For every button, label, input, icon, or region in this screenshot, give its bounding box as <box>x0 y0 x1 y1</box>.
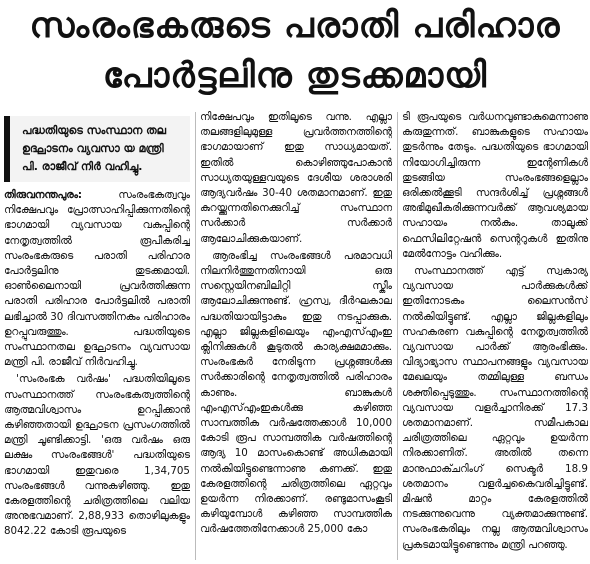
headline-line-1: സംരംഭകരുടെ പരാതി പരിഹാര <box>29 6 561 46</box>
article-paragraph: സംസ്ഥാനത്ത് എട്ട് സ്വകാര്യ വ്യവസായ പാർക്കുകൾക്ക് ഇതിനോടകം ലൈസൻസ് നൽകിയിട്ടുണ്ട്. എല്ലാ ജില്ലകളിലും സഹകരണ വകുപ്പിന്റെ നേതൃത്വത്തിൽ വ്യവസായ പാർക്ക് ആരംഭിക്കും. വിദ്യാഭ്യാസ സ്ഥാപനങ്ങളും വ്യവസായ മേഖലയും തമ്മിലുള്ള ബന്ധം ശക്തിപ്പെടുത്തും. സംസ്ഥാനത്തിന്റെ വ്യവസായ വളർച്ചാനിരക്ക് 17.3 ശതമാനമാണ്. സമീപകാല ചരിത്രത്തിലെ ഏറ്റവും ഉയർന്ന നിരക്കാണിത്. അതിൽ തന്നെ മാനുഫാക്ചറിംഗ് സെക്ടർ 18.9 ശതമാനം വളർച്ചകൈവരിച്ചിട്ടുണ്ട്. മിഷൻ മാറ്റം കേരളത്തിൽ നടക്കുന്നുവെന്നു വ്യക്തമാക്കുന്നുണ്ട്. സംരംഭകരിലും നല്ല ആത്മവിശ്വാസം പ്രകടമായിട്ടുണ്ടെന്നും മന്ത്രി പറഞ്ഞു. <box>402 265 588 551</box>
article-paragraph: ടി രൂപയുടെ വർധനവുണ്ടാകുമെന്നാണു കരുതുന്നത്. ബാങ്കുകളുടെ സഹായം തുടർന്നും തേടും. പദ്ധതിയുടെ ഭാഗമായി നിയോഗിച്ചിരുന്ന ഇന്റേണികൾ തുടങ്ങിയ സംരംഭങ്ങളെല്ലാം ഒരിക്കൽക്കൂടി സന്ദർശിച്ച് പ്രശ്നങ്ങൾ അഭിമുഖീകരിക്കുന്നവർക്ക് ആവശ്യമായ സഹായം നൽകും. താലൂക്ക് ഫെസിലിറ്റേഷൻ സെന്ററുകൾ ഇതിനു മേൽനോട്ടം വഹിക്കും. <box>402 111 588 260</box>
intro-box: പദ്ധതിയുടെ സംസ്ഥാന തല ഉദ്ഘാടനം വ്യവസാ യ മന്ത്രി പി. രാജീവ് നിർ വഹിച്ചു. <box>4 116 190 182</box>
headline <box>0 0 590 104</box>
article-text: സംരംഭകത്വവും നിക്ഷേപവും പ്രോത്സാഹിപ്പിക്കുന്നതിന്റെ ഭാഗമായി വ്യവസായ വകുപ്പിന്റെ നേതൃത്വത്തിൽ രൂപീകരിച്ച സംരംഭകരുടെ പരാതി പരിഹാര പോർട്ടലിനു തുടക്കമായി. ഓൺലൈനായി പ്രവർത്തിക്കുന്ന പരാതി പരിഹാര പോർട്ടലിൽ പരാതി ലഭിച്ചാൽ 30 ദിവസത്തിനകം പരിഹാരം ഉറപ്പുവരുത്തും. പദ്ധതിയുടെ സംസ്ഥാനതല ഉദ്ഘാടനം വ്യവസായ മന്ത്രി പി. രാജീവ് നിർവഹിച്ചു. <box>4 189 190 369</box>
column-divider-1 <box>195 112 196 560</box>
article-column-1 <box>4 110 190 562</box>
article-paragraph: ആരംഭിച്ച സംരംഭങ്ങൾ പരമാവധി നിലനിർത്തുന്നതിനായി ഒരു സസ്റ്റെയിനബിലിറ്റി സ്കീം ആലോചിക്കുന്നുണ്ട്. ഹ്രസ്വ, ദീർഘകാല പദ്ധതിയായിട്ടാകും ഇതു നടപ്പാക്കുക. എല്ലാ ജില്ലകളിലെയും എംഎസ്എംഇ ക്ലിനിക്കുകൾ കൂടുതൽ കാര്യക്ഷമമാക്കും. സംരംഭകർ നേരിടുന്ന പ്രശ്നങ്ങൾക്കു സർക്കാരിന്റെ നേതൃത്വത്തിൽ പരിഹാരം കാണും. ബാങ്കുകൾ എംഎസ്എംഇകൾക്കു കഴിഞ്ഞ സാമ്പത്തിക വർഷത്തേക്കാൾ 10,000 കോടി രൂപ സാമ്പത്തിക വർഷത്തിന്റെ ആദ്യ 10 മാസംകൊണ്ട് അധികമായി നൽകിയിട്ടുണ്ടെന്നാണു കണക്ക്. ഇതു കേരളത്തിന്റെ ചരിത്രത്തിലെ ഏറ്റവും ഉയർന്ന നിരക്കാണ്. രണ്ടുമാസംകൂടി കഴിയുമ്പോൾ കഴിഞ്ഞ സാമ്പത്തിക വർഷത്തേതിനേക്കാൾ 25,000 കോ <box>200 249 392 536</box>
dateline: തിരുവനന്തപുരം: <box>4 189 83 201</box>
headline-line-2: പോർട്ടലിനു തുടക്കമായി <box>102 56 488 96</box>
article-column-3 <box>402 110 588 562</box>
article-paragraph <box>4 188 190 370</box>
article-column-2 <box>200 110 392 562</box>
article-paragraph: 'സംരംഭക വർഷം' പദ്ധതിയിലൂടെ സംസ്ഥാനത്ത് സംരംഭകത്വത്തിന്റെ ആത്മവിശ്വാസം ഉറപ്പിക്കാൻ കഴിഞ്ഞതായി ഉദ്ഘാടന പ്രസംഗത്തിൽ മന്ത്രി ചൂണ്ടിക്കാട്ടി. 'ഒരു വർഷം ഒരു ലക്ഷം സംരംഭങ്ങൾ' പദ്ധതിയുടെ ഭാഗമായി ഇതുവരെ 1,34,705 സംരംഭങ്ങൾ വന്നുകഴിഞ്ഞു. ഇതു കേരളത്തിന്റെ ചരിത്രത്തിലെ വലിയ അനുഭവമാണ്. 2,88,933 തൊഴിലുകളും 8042.22 കോടി രൂപയുടെ <box>4 373 190 538</box>
article-paragraph: നിക്ഷേപവും ഇതിലൂടെ വന്നു. എല്ലാ തലങ്ങളിലുമുള്ള പ്രവർത്തനത്തിന്റെ ഭാഗമായാണ് ഇതു സാധ്യമായത്. ഇതിൽ കൊഴിഞ്ഞുപോകാൻ സാധ്യതയുള്ളവയുടെ ദേശീയ ശരാശരി ആദ്യവർഷം 30-40 ശതമാനമാണ്. ഇതു കുറയ്ക്കുന്നതിനെക്കുറിച്ച് സംസ്ഥാന സർക്കാർ സർക്കാർ ആലോചിക്കുകയാണ്. <box>200 111 392 245</box>
column-divider-2 <box>397 112 398 560</box>
